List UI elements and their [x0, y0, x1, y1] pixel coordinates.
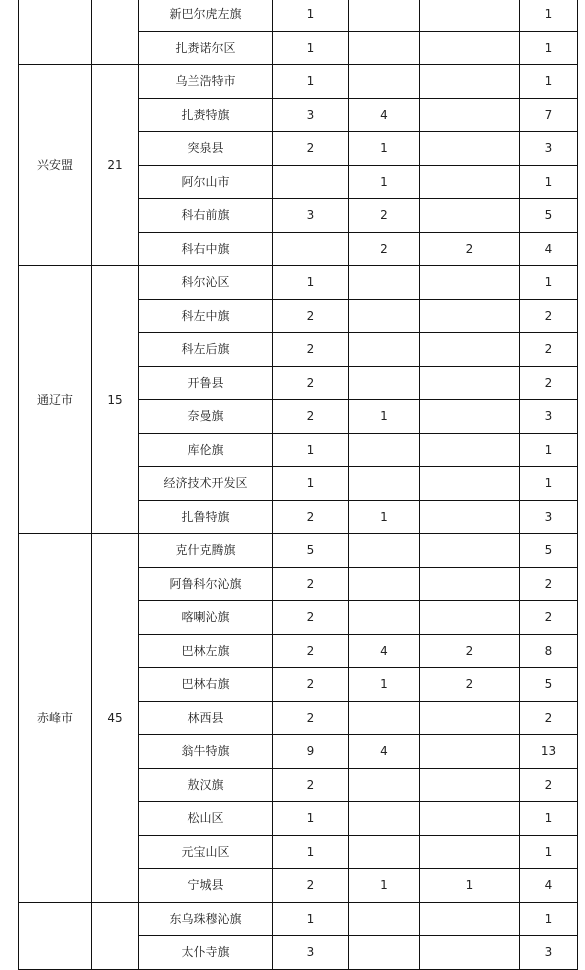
row-sum-cell: 2	[520, 701, 578, 735]
count-a-cell: 1	[273, 266, 349, 300]
region-total-cell	[92, 0, 139, 65]
count-c-cell	[420, 567, 520, 601]
county-name-cell: 库伦旗	[139, 433, 273, 467]
count-b-cell	[349, 433, 420, 467]
row-sum-cell: 1	[520, 467, 578, 501]
count-a-cell: 2	[273, 366, 349, 400]
count-c-cell	[420, 199, 520, 233]
table-row	[19, 0, 578, 31]
count-c-cell	[420, 835, 520, 869]
count-b-cell: 4	[349, 98, 420, 132]
count-c-cell	[420, 601, 520, 635]
count-c-cell	[420, 802, 520, 836]
row-sum-cell: 5	[520, 668, 578, 702]
row-sum-cell: 2	[520, 768, 578, 802]
county-name-cell: 经济技术开发区	[139, 467, 273, 501]
table-body	[19, 0, 578, 969]
count-c-cell	[420, 735, 520, 769]
count-c-cell	[420, 768, 520, 802]
count-a-cell: 2	[273, 701, 349, 735]
count-c-cell	[420, 936, 520, 970]
county-name-cell: 巴林右旗	[139, 668, 273, 702]
row-sum-cell: 5	[520, 534, 578, 568]
count-c-cell	[420, 31, 520, 65]
count-b-cell	[349, 299, 420, 333]
county-name-cell: 巴林左旗	[139, 634, 273, 668]
row-sum-cell: 13	[520, 735, 578, 769]
count-c-cell	[420, 701, 520, 735]
county-name-cell: 科右中旗	[139, 232, 273, 266]
row-sum-cell: 8	[520, 634, 578, 668]
county-name-cell: 开鲁县	[139, 366, 273, 400]
count-b-cell	[349, 902, 420, 936]
count-b-cell	[349, 802, 420, 836]
count-c-cell	[420, 467, 520, 501]
county-name-cell: 科左后旗	[139, 333, 273, 367]
region-total-cell: 21	[92, 65, 139, 266]
count-c-cell: 1	[420, 869, 520, 903]
county-name-cell: 翁牛特旗	[139, 735, 273, 769]
county-name-cell: 科左中旗	[139, 299, 273, 333]
row-sum-cell: 2	[520, 601, 578, 635]
county-name-cell: 松山区	[139, 802, 273, 836]
row-sum-cell: 1	[520, 65, 578, 99]
count-b-cell: 1	[349, 400, 420, 434]
county-name-cell: 扎鲁特旗	[139, 500, 273, 534]
county-name-cell: 科右前旗	[139, 199, 273, 233]
count-a-cell: 1	[273, 0, 349, 31]
row-sum-cell: 2	[520, 299, 578, 333]
count-c-cell: 2	[420, 668, 520, 702]
region-cell: 通辽市	[19, 266, 92, 534]
count-b-cell	[349, 835, 420, 869]
count-c-cell	[420, 400, 520, 434]
county-name-cell: 阿鲁科尔沁旗	[139, 567, 273, 601]
county-name-cell: 喀喇沁旗	[139, 601, 273, 635]
count-c-cell	[420, 902, 520, 936]
row-sum-cell: 3	[520, 500, 578, 534]
count-a-cell	[273, 232, 349, 266]
count-a-cell: 2	[273, 567, 349, 601]
county-name-cell: 克什克腾旗	[139, 534, 273, 568]
count-a-cell: 2	[273, 132, 349, 166]
count-a-cell: 1	[273, 902, 349, 936]
statistics-table	[18, 0, 578, 970]
count-a-cell: 2	[273, 768, 349, 802]
count-c-cell	[420, 65, 520, 99]
count-b-cell	[349, 333, 420, 367]
count-c-cell	[420, 333, 520, 367]
row-sum-cell: 1	[520, 0, 578, 31]
count-c-cell	[420, 366, 520, 400]
county-name-cell: 元宝山区	[139, 835, 273, 869]
county-name-cell: 阿尔山市	[139, 165, 273, 199]
count-b-cell: 1	[349, 165, 420, 199]
region-total-cell: 45	[92, 534, 139, 903]
count-a-cell: 2	[273, 333, 349, 367]
count-c-cell	[420, 132, 520, 166]
count-a-cell: 1	[273, 433, 349, 467]
region-total-cell: 15	[92, 266, 139, 534]
count-b-cell	[349, 701, 420, 735]
count-a-cell: 1	[273, 802, 349, 836]
row-sum-cell: 1	[520, 802, 578, 836]
count-b-cell: 4	[349, 735, 420, 769]
row-sum-cell: 1	[520, 902, 578, 936]
row-sum-cell: 5	[520, 199, 578, 233]
county-name-cell: 敖汉旗	[139, 768, 273, 802]
row-sum-cell: 2	[520, 333, 578, 367]
count-b-cell	[349, 768, 420, 802]
region-cell	[19, 0, 92, 65]
count-b-cell: 1	[349, 500, 420, 534]
count-c-cell	[420, 98, 520, 132]
row-sum-cell: 3	[520, 132, 578, 166]
county-name-cell: 东乌珠穆沁旗	[139, 902, 273, 936]
count-b-cell: 1	[349, 668, 420, 702]
count-a-cell: 2	[273, 869, 349, 903]
count-a-cell: 2	[273, 668, 349, 702]
count-b-cell: 4	[349, 634, 420, 668]
count-c-cell	[420, 0, 520, 31]
count-a-cell: 1	[273, 65, 349, 99]
row-sum-cell: 1	[520, 835, 578, 869]
count-c-cell	[420, 266, 520, 300]
count-b-cell	[349, 601, 420, 635]
count-a-cell: 1	[273, 31, 349, 65]
count-b-cell	[349, 0, 420, 31]
table-row	[19, 902, 578, 936]
row-sum-cell: 2	[520, 567, 578, 601]
count-a-cell: 2	[273, 400, 349, 434]
row-sum-cell: 2	[520, 366, 578, 400]
count-a-cell	[273, 165, 349, 199]
count-b-cell	[349, 534, 420, 568]
county-name-cell: 奈曼旗	[139, 400, 273, 434]
count-b-cell: 2	[349, 199, 420, 233]
row-sum-cell: 7	[520, 98, 578, 132]
county-name-cell: 太仆寺旗	[139, 936, 273, 970]
county-name-cell: 林西县	[139, 701, 273, 735]
region-total-cell	[92, 902, 139, 969]
county-name-cell: 扎赉诺尔区	[139, 31, 273, 65]
region-cell	[19, 902, 92, 969]
count-b-cell	[349, 567, 420, 601]
count-a-cell: 2	[273, 500, 349, 534]
county-name-cell: 科尔沁区	[139, 266, 273, 300]
count-b-cell	[349, 31, 420, 65]
count-c-cell	[420, 165, 520, 199]
count-b-cell	[349, 467, 420, 501]
region-cell: 赤峰市	[19, 534, 92, 903]
count-c-cell: 2	[420, 232, 520, 266]
row-sum-cell: 1	[520, 433, 578, 467]
count-c-cell	[420, 500, 520, 534]
count-c-cell	[420, 433, 520, 467]
count-c-cell	[420, 534, 520, 568]
county-name-cell: 扎赉特旗	[139, 98, 273, 132]
row-sum-cell: 1	[520, 266, 578, 300]
table-row	[19, 534, 578, 568]
county-name-cell: 新巴尔虎左旗	[139, 0, 273, 31]
count-c-cell: 2	[420, 634, 520, 668]
count-b-cell	[349, 266, 420, 300]
count-b-cell	[349, 366, 420, 400]
county-name-cell: 突泉县	[139, 132, 273, 166]
count-c-cell	[420, 299, 520, 333]
count-b-cell: 2	[349, 232, 420, 266]
region-cell: 兴安盟	[19, 65, 92, 266]
county-name-cell: 乌兰浩特市	[139, 65, 273, 99]
table-row	[19, 266, 578, 300]
table-row	[19, 65, 578, 99]
count-a-cell: 1	[273, 467, 349, 501]
count-a-cell: 2	[273, 299, 349, 333]
count-b-cell	[349, 65, 420, 99]
count-b-cell: 1	[349, 132, 420, 166]
row-sum-cell: 4	[520, 869, 578, 903]
count-a-cell: 5	[273, 534, 349, 568]
row-sum-cell: 1	[520, 165, 578, 199]
count-a-cell: 3	[273, 98, 349, 132]
row-sum-cell: 4	[520, 232, 578, 266]
county-name-cell: 宁城县	[139, 869, 273, 903]
count-a-cell: 2	[273, 601, 349, 635]
count-b-cell: 1	[349, 869, 420, 903]
count-a-cell: 1	[273, 835, 349, 869]
row-sum-cell: 3	[520, 400, 578, 434]
row-sum-cell: 1	[520, 31, 578, 65]
count-b-cell	[349, 936, 420, 970]
count-a-cell: 3	[273, 199, 349, 233]
count-a-cell: 9	[273, 735, 349, 769]
row-sum-cell: 3	[520, 936, 578, 970]
count-a-cell: 2	[273, 634, 349, 668]
count-a-cell: 3	[273, 936, 349, 970]
